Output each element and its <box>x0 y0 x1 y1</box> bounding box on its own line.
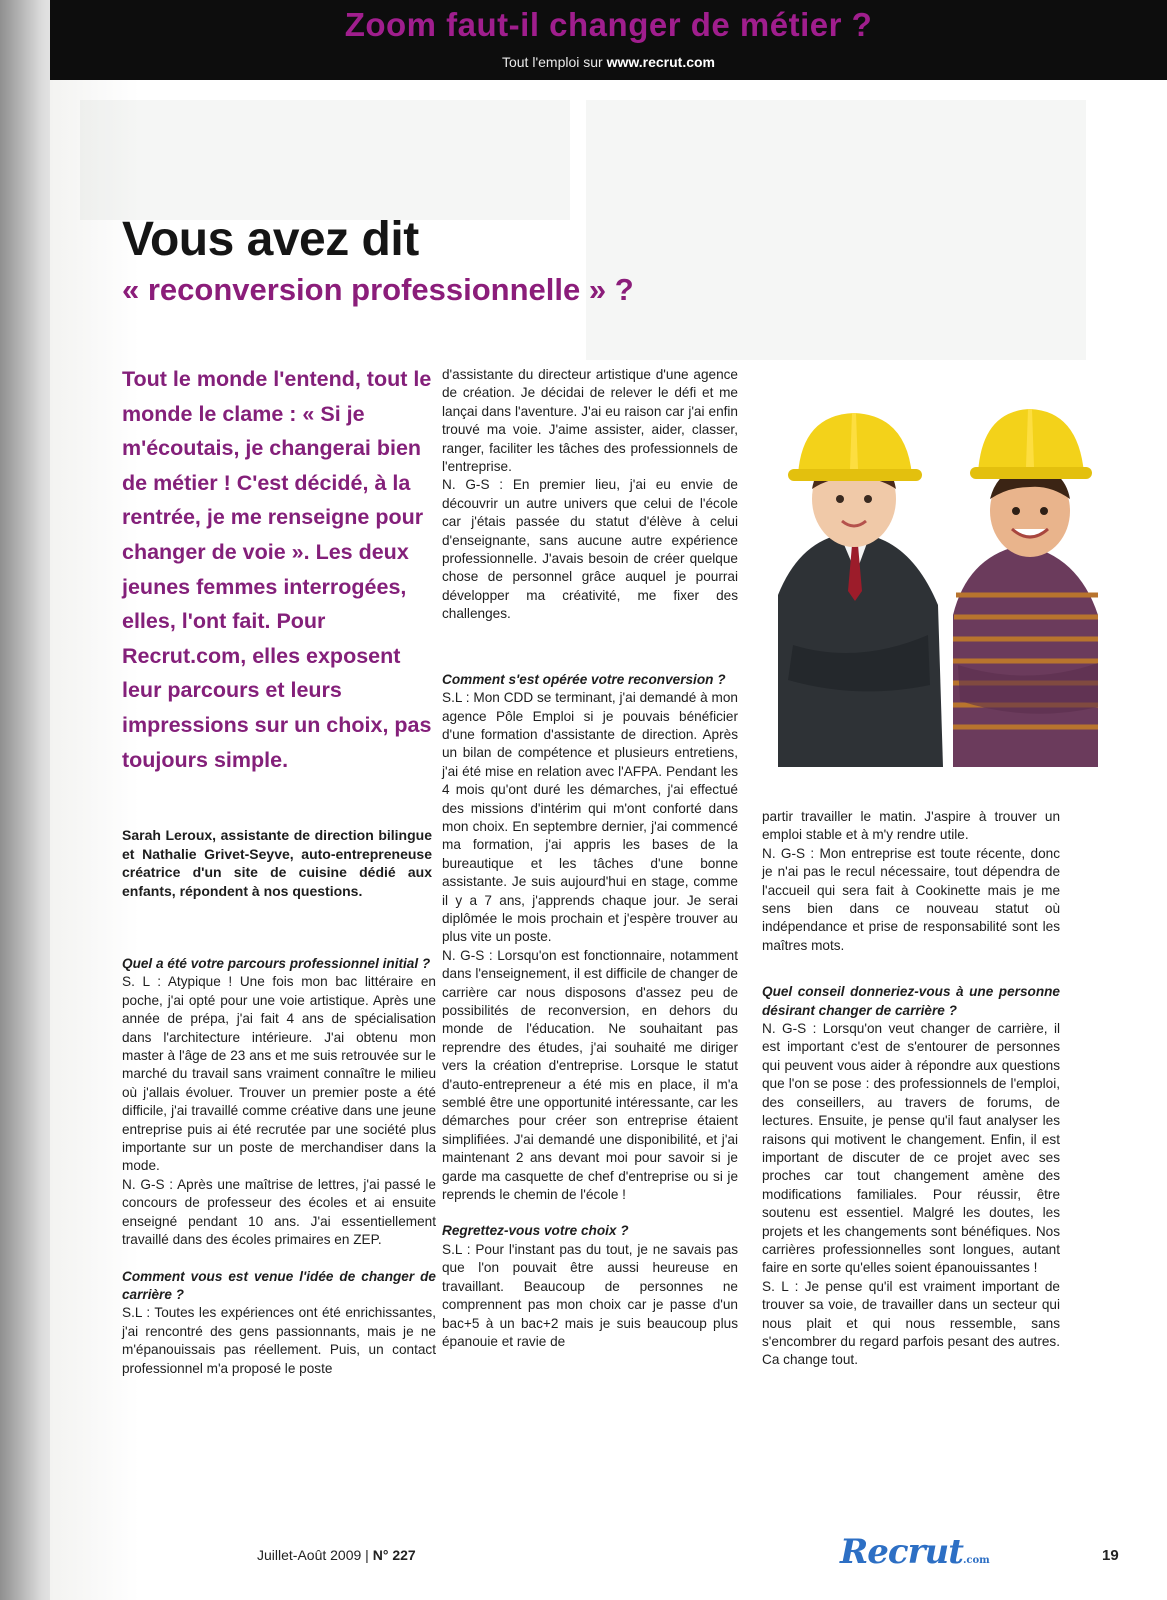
magazine-page <box>50 0 1167 1600</box>
site-link[interactable]: www.recrut.com <box>606 54 715 70</box>
question-heading: Comment s'est opérée votre reconversion ? <box>442 671 726 687</box>
show-through-block <box>586 100 1086 360</box>
photo-illustration <box>778 395 1098 767</box>
article-subhead: « reconversion professionnelle » ? <box>122 272 634 307</box>
answer-paragraph: N. G-S : Lorsqu'on veut changer de carrière, il est important c'est de s'entourer de personnes qui peuvent vous aider à répondre aux questions que l'on se pose : des professionnels de l'emploi, des conseillers, au travers de forums, de lectures. Ensuite, je pense qu'il faut analyser les raisons qui motivent le changement. Enfin, il est important de discuter de ce projet avec ses proches car tout changement amène des modifications familiales. Pour réussir, être soutenu est essentiel. Malgré les doutes, les projets et les changements sont bénéfiques. Nos carrières professionnelles sont longues, autant faire en sorte qu'elles soient épanouissantes ! <box>762 1021 1060 1276</box>
answer-paragraph: partir travailler le matin. J'aspire à trouver un emploi stable et à m'y rendre utile. <box>762 809 1060 843</box>
eye-shape <box>864 495 872 503</box>
sweater-shape <box>953 545 1098 767</box>
text-column-1 <box>122 955 436 1378</box>
section-title: Zoom faut-il changer de métier ? <box>344 6 873 43</box>
answer-paragraph: N. G-S : Lorsqu'on est fonctionnaire, notamment dans l'enseignement, il est difficile de changer de carrière car nous disposons d'assez peu de possibilités de reconversion, en dehors du monde de l'éducation. Ne souhaitant pas reprendre des études, j'ai souhaité me diriger vers la création d'entreprise. Lorsque le statut d'auto-entrepreneur a été mis en place, il m'a semblé être une opportunité intéressante, car les démarches pour créer son entreprise étaient simplifiées. J'ai demandé une disponibilité, et j'ai maintenant 2 ans devant moi pour savoir si je garde ma casquette de chef d'entreprise ou si je reprends le chemin de l'école ! <box>442 947 738 1203</box>
hard-hat-brim-shape <box>970 467 1092 479</box>
spacer <box>442 1204 738 1222</box>
recrut-logo <box>840 1532 990 1572</box>
spacer <box>442 624 738 671</box>
spacer <box>762 955 1060 983</box>
text-column-2 <box>442 366 738 1351</box>
question-heading: Quel conseil donneriez-vous à une personne désirant changer de carrière ? <box>762 984 1060 1018</box>
issue-number: N° 227 <box>372 1547 416 1563</box>
question-heading: Quel a été votre parcours professionnel initial ? <box>122 956 431 971</box>
section-subtitle <box>50 54 1167 70</box>
issue-date: Juillet-Août 2009 | <box>257 1547 373 1563</box>
eye-shape <box>836 495 844 503</box>
article-lead: Tout le monde l'entend, tout le monde le clame : « Si je m'écoutais, je changerai bien de métier ! C'est décidé, à la rentrée, je me renseigne pour changer de voie ». Les deux jeunes femmes interrogées, elles, l'ont fait. Pour Recrut.com, elles exposent leur parcours et leurs impressions sur un choix, pas toujours simple. <box>122 367 432 772</box>
article-intro: Sarah Leroux, assistante de direction bilingue et Nathalie Grivet-Seyve, auto-entrepreneuse créatrice d'un site de cuisine dédié aux enfants, répondent à nos questions. <box>122 827 432 899</box>
children-hard-hat-photo <box>778 395 1098 767</box>
answer-paragraph: N. G-S : Après une maîtrise de lettres, j'ai passé le concours de professeur des écoles et ai ensuite enseigné pendant 10 ans. J'ai essentiellement travaillé dans des écoles primaires en ZEP. <box>122 1176 436 1248</box>
answer-paragraph: S. L : Atypique ! Une fois mon bac littéraire en poche, j'ai opté pour une voie artistique. Après une année de prépa, j'ai fait 4 ans de spécialisation dans l'architecture intérieure. J'ai obtenu mon master à l'âge de 23 ans et me suis retrouvée sur le marché du travail sans vraiment connaître le milieu où j'allais évoluer. Trouver un premier poste a été difficile, j'ai travaillé comme créative dans une jeune entreprise puis ai été recrutée par une société plus importante sur un poste de merchandiser dans la mode. <box>122 974 436 1174</box>
show-through-block <box>80 100 570 220</box>
answer-paragraph: N. G-S : En premier lieu, j'ai eu envie de découvrir un autre univers que celui de l'école car j'étais passée du statut d'élève à celui d'enseignante, sans aucune autre expérience professionnelle. J'avais besoin de créer quelque chose de personnel grâce auquel je pourrai développer ma créativité, me fixer des challenges. <box>442 477 738 622</box>
logo-suffix: .com <box>962 1555 990 1566</box>
article-headline: Vous avez dit <box>122 213 419 266</box>
answer-paragraph: S.L : Toutes les expériences ont été enrichissantes, j'ai rencontré des gens passionnants, mais je ne m'épanouissais pas réellement. Puis, un contact professionnel m'a proposé le poste <box>122 1305 436 1376</box>
issue-info <box>257 1547 416 1563</box>
logo-text: Recrut <box>840 1532 963 1572</box>
answer-paragraph: S.L : Mon CDD se terminant, j'ai demandé à mon agence Pôle Emploi si je pouvais bénéficier d'une formation d'assistante de direction. Après un bilan de compétence et plusieurs entretiens, j'ai été mise en relation avec l'AFPA. Pendant les 4 mois qu'ont duré les démarches, j'ai effectué des missions d'intérim qui m'ont conforté dans mon choix. En septembre dernier, j'ai commencé ma formation, j'ai appris les bases de la bureautique et les tâches d'une bonne assistante. Je suis aujourd'hui en stage, comme il y a 7 ans, j'apprends chaque jour. Je serai diplômée le mois prochain et j'espère trouver au plus vite un poste. <box>442 690 738 945</box>
spacer <box>122 1250 436 1268</box>
eye-shape <box>1040 507 1048 515</box>
answer-paragraph: S.L : Pour l'instant pas du tout, je ne savais pas que l'on pouvait être aussi heureuse en travaillant. Beaucoup de personnes ne comprennent pas mon choix car je passe d'un bac+5 à un bac+2 mais je suis beaucoup plus épanouie et ravie de <box>442 1241 738 1349</box>
subtitle-prefix: Tout l'emploi sur <box>501 54 607 70</box>
answer-paragraph: d'assistante du directeur artistique d'une agence de création. Je décidai de relever le défi et me lançai dans l'aventure. J'ai eu raison car j'ai enfin trouvé ma voie. J'aime assister, aider, classer, ranger, faciliter les tâches des professionnels de l'entreprise. <box>442 367 738 475</box>
question-heading: Regrettez-vous votre choix ? <box>442 1223 629 1239</box>
hard-hat-brim-shape <box>788 469 922 481</box>
page-number: 19 <box>1102 1547 1119 1564</box>
eye-shape <box>1012 507 1020 515</box>
text-column-3 <box>762 808 1060 1370</box>
question-heading: Comment vous est venue l'idée de changer de carrière ? <box>122 1268 436 1302</box>
answer-paragraph: N. G-S : Mon entreprise est toute récente, donc je n'ai pas le recul nécessaire, tout dépendra de l'accueil qui sera fait à Cookinette mais je me sens bien dans ce nouveau statut où indépendance et prise de responsabilité sont les maîtres mots. <box>762 845 1060 953</box>
header-bar <box>50 0 1167 80</box>
answer-paragraph: S. L : Je pense qu'il est vraiment important de trouver sa voie, de travailler dans un secteur qui nous plait et qui nous ressemble, sans s'encombrer du regard parfois pesant des autres. Ca change tout. <box>762 1278 1060 1368</box>
